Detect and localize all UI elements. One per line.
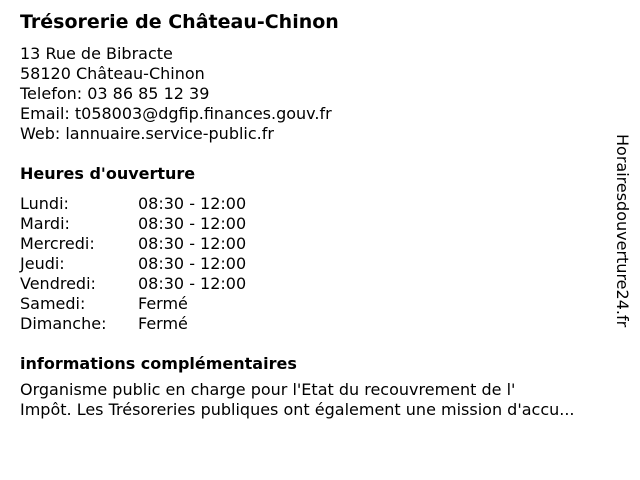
- side-brand-watermark: Horairesdouverture24.fr: [613, 134, 632, 328]
- hours-row-saturday: [20, 294, 610, 314]
- hours-day: Mardi:: [20, 214, 70, 233]
- address-street: 13 Rue de Bibracte: [20, 44, 173, 63]
- website: Web: lannuaire.service-public.fr: [20, 124, 274, 143]
- hours-time: 08:30 - 12:00: [138, 214, 247, 233]
- hours-day: Lundi:: [20, 194, 69, 213]
- info-line: Impôt. Les Trésoreries publiques ont également une mission d'accu...: [20, 400, 575, 419]
- hours-day: Dimanche:: [20, 314, 107, 333]
- hours-row-friday: [20, 274, 610, 294]
- page-title: Trésorerie de Château-Chinon: [20, 11, 339, 33]
- address-city: 58120 Château-Chinon: [20, 64, 205, 83]
- info-line: Organisme public en charge pour l'Etat du recouvrement de l': [20, 380, 516, 399]
- hours-row-tuesday: [20, 214, 610, 234]
- business-card: [20, 10, 610, 420]
- phone-number: Telefon: 03 86 85 12 39: [20, 84, 210, 103]
- info-text: [20, 380, 625, 420]
- hours-time: Fermé: [138, 294, 188, 313]
- hours-heading: Heures d'ouverture: [20, 164, 196, 183]
- hours-row-sunday: [20, 314, 610, 334]
- hours-time: 08:30 - 12:00: [138, 234, 247, 253]
- address-block: [20, 44, 610, 144]
- opening-hours-table: [20, 194, 610, 334]
- hours-time: Fermé: [138, 314, 188, 333]
- email-address: Email: t058003@dgfip.finances.gouv.fr: [20, 104, 332, 123]
- hours-day: Mercredi:: [20, 234, 95, 253]
- hours-day: Samedi:: [20, 294, 86, 313]
- info-heading: informations complémentaires: [20, 354, 297, 373]
- hours-row-thursday: [20, 254, 610, 274]
- hours-day: Vendredi:: [20, 274, 96, 293]
- hours-day: Jeudi:: [20, 254, 65, 273]
- hours-time: 08:30 - 12:00: [138, 274, 247, 293]
- hours-row-wednesday: [20, 234, 610, 254]
- hours-time: 08:30 - 12:00: [138, 194, 247, 213]
- hours-row-monday: [20, 194, 610, 214]
- hours-time: 08:30 - 12:00: [138, 254, 247, 273]
